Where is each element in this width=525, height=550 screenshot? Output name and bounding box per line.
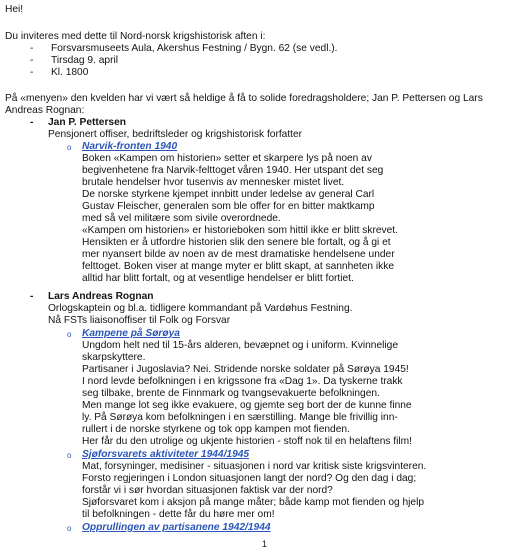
speaker2-name: Lars Andreas Rognan <box>48 291 154 302</box>
dash-bullet: - <box>30 55 34 66</box>
talk-text-line: mer nyansert bilde av noen av de mest dramatiske hendelsene under <box>82 249 395 260</box>
circle-bullet-icon: o <box>67 330 72 339</box>
talk-text-line: forstår vi i sør hvordan situasjonen faktisk var der nord? <box>82 485 333 496</box>
talk-text-line: Mat, forsyninger, medisiner - situasjonen i nord var kritisk siste krigsvinteren. <box>82 461 427 472</box>
dash-bullet: - <box>30 67 34 78</box>
talk-text-line: Gustav Fleischer, generalen som ble offer for en bitter maktkamp <box>82 201 375 212</box>
talk-text-line: «Kampen om historien» er historieboken som hittil ikke er blitt skrevet. <box>82 225 398 236</box>
talk-text-line: Partisaner i Jugoslavia? Nei. Stridende norske soldater på Sørøya 1945! <box>82 364 409 375</box>
talk-text-line: De norske styrkene kjempet innbitt under ledelse av general Carl <box>82 189 375 200</box>
talk-text-line: skarpskyttere. <box>82 352 146 363</box>
talk-text-line: brutale hendelser hvor tusenvis av mennesker mistet livet. <box>82 177 345 188</box>
speaker2-desc-line: Orlogskaptein og bl.a. tidligere kommandant på Vardøhus Festning. <box>48 303 353 314</box>
greeting: Hei! <box>5 4 24 15</box>
detail-item: Kl. 1800 <box>51 67 89 78</box>
menu-text-line: På «menyen» den kvelden har vi vært så heldige å få to solide foredragsholdere; Jan P. Pettersen og Lars <box>5 93 483 104</box>
speaker1-name: Jan P. Pettersen <box>48 117 126 128</box>
dash-bullet: - <box>30 117 34 128</box>
talk-title: Opprullingen av partisanene 1942/1944 <box>82 522 271 533</box>
talk-text-line: rullert i de norske styrkene og tok opp kampen mot fienden. <box>82 424 350 435</box>
talk-text-line: I nord levde befolkningen i en krigssone fra «Dag 1». Da tyskerne trakk <box>82 376 403 387</box>
dash-bullet: - <box>30 291 34 302</box>
detail-item: Forsvarsmuseets Aula, Akershus Festning / Bygn. 62 (se vedl.). <box>51 43 338 54</box>
talk-text-line: Hensikten er å utfordre historien slik den senere ble fortalt, og å gi et <box>82 237 391 248</box>
talk-text-line: Men mange lot seg ikke evakuere, og gjemte seg bort der de kunne finne <box>82 400 412 411</box>
talk-title: Narvik-fronten 1940 <box>82 141 178 152</box>
talk-text-line: felttoget. Boken viser at mange myter er blitt skapt, at sannheten ikke <box>82 261 395 272</box>
talk-title: Kampene på Sørøya <box>82 328 180 339</box>
talk-text-line: til befolkningen - dette får du høre mer om! <box>82 509 275 520</box>
circle-bullet-icon: o <box>67 451 72 460</box>
talk-text-line: seg tilbake, brente de Finnmark og tvangsevakuerte befolkningen. <box>82 388 380 399</box>
page-number: 1 <box>262 539 268 549</box>
speaker1-desc: Pensjonert offiser, bedriftsleder og krigshistorisk forfatter <box>48 129 303 140</box>
talk-text-line: Boken «Kampen om historien» setter et skarpere lys på noen av <box>82 153 372 164</box>
dash-bullet: - <box>30 43 34 54</box>
detail-item: Tirsdag 9. april <box>51 55 118 66</box>
speaker2-desc-line: Nå FSTs liaisonoffiser til Folk og Forsvar <box>48 315 231 326</box>
circle-bullet-icon: o <box>67 143 72 152</box>
intro-text: Du inviteres med dette til Nord-norsk krigshistorisk aften i: <box>5 31 266 42</box>
menu-text-line: Andreas Rognan: <box>5 105 85 116</box>
circle-bullet-icon: o <box>67 524 72 533</box>
talk-text-line: alltid har blitt fortalt, og at vesentlige hendelser er blitt fortiet. <box>82 273 354 284</box>
talk-text-line: Ungdom helt ned til 15-års alderen, bevæpnet og i uniform. Kvinnelige <box>82 340 398 351</box>
talk-text-line: ly. På Sørøya kom befolkningen i en særstilling. Mange ble frivillig inn- <box>82 412 398 423</box>
talk-title: Sjøforsvarets aktiviteter 1944/1945 <box>82 449 250 460</box>
talk-text-line: med så vel militære som sivile overordnede. <box>82 213 281 224</box>
talk-text-line: Her får du den utrolige og ukjente historien - stoff nok til en helaftens film! <box>82 436 412 447</box>
talk-text-line: Forsto regjeringen i London situasjonen langt der nord? Og den dag i dag; <box>82 473 417 484</box>
talk-text-line: Sjøforsvaret kom i aksjon på mange måter; både kamp mot fienden og hjelp <box>82 497 425 508</box>
talk-text-line: begivenhetene fra Narvik-felttoget våren 1940. Her utspant det seg <box>82 165 384 176</box>
